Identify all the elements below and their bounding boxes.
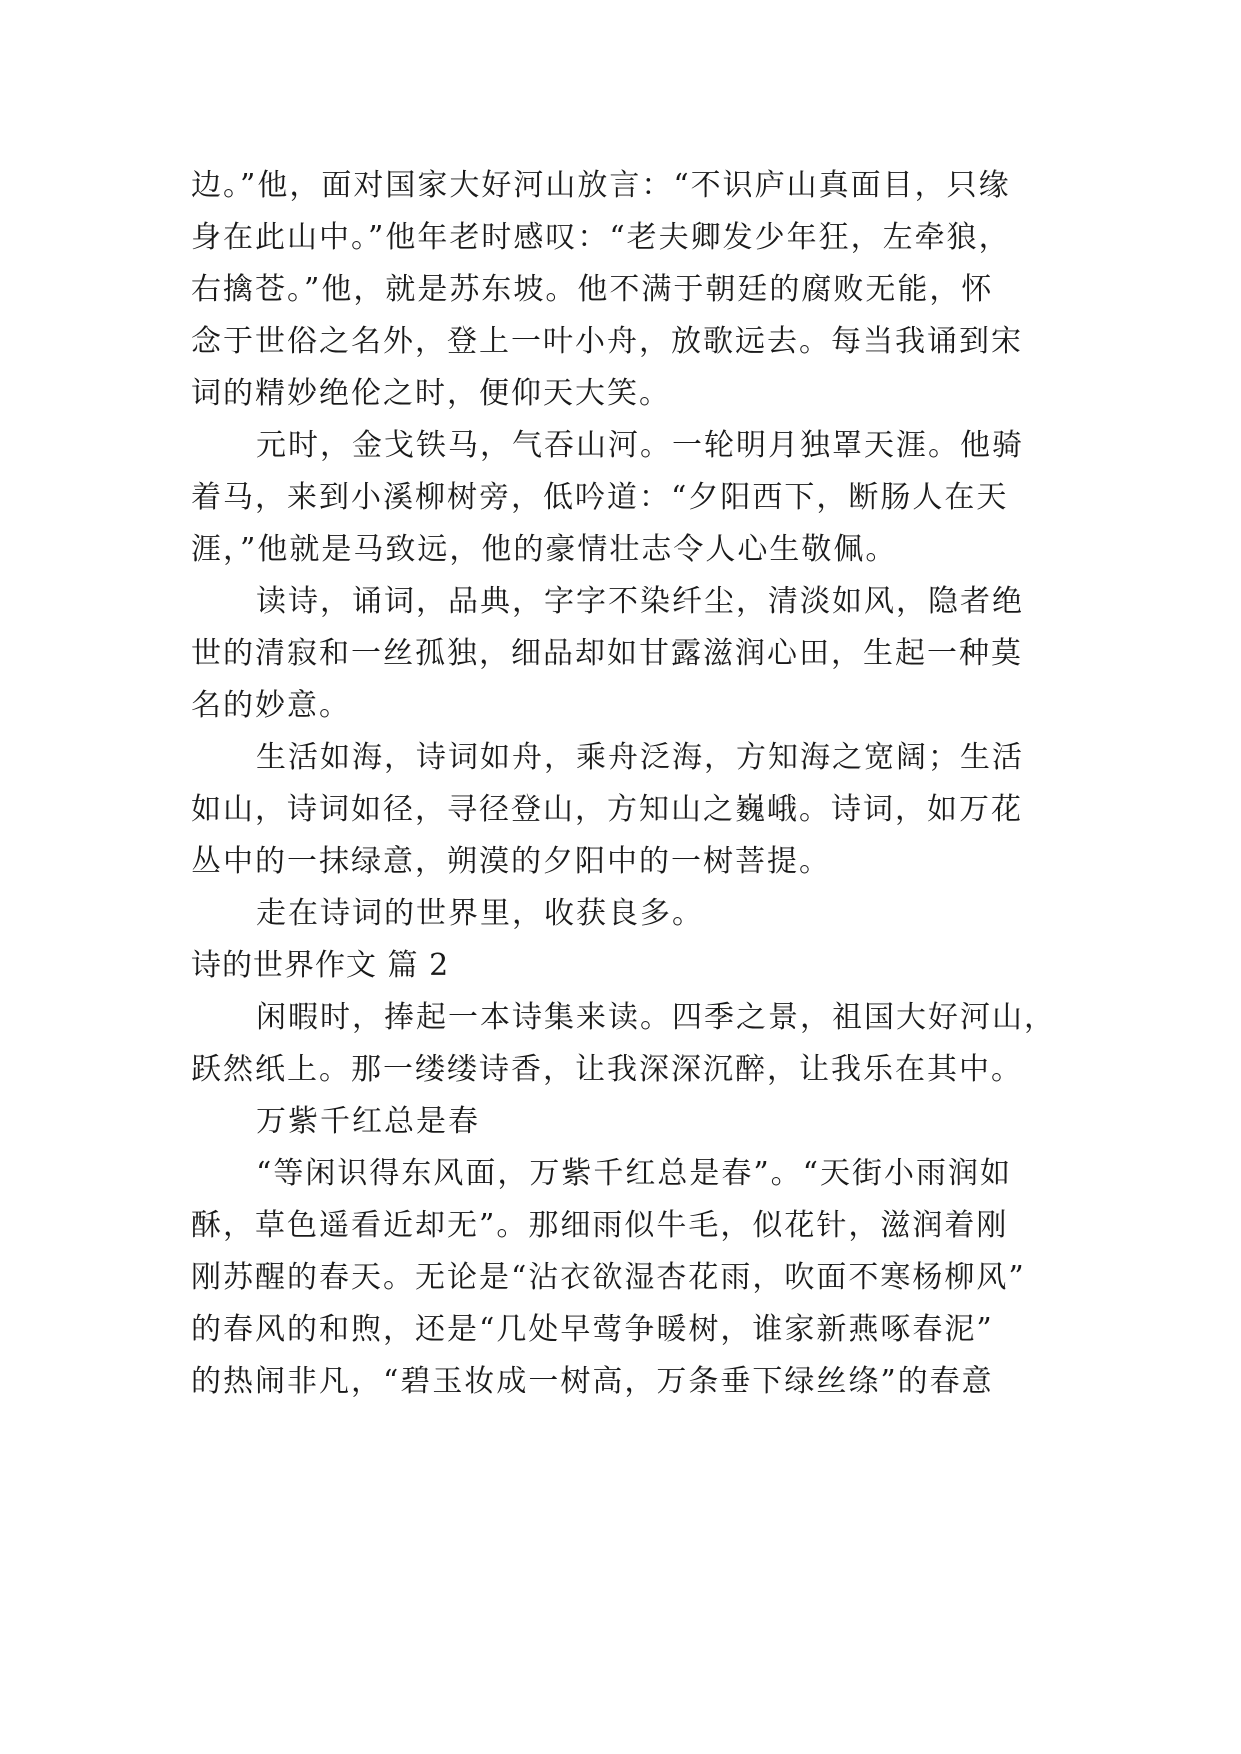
- text-line: 元时，金戈铁马，气吞山河。一轮明月独罩天涯。他骑: [256, 428, 1024, 463]
- text-line: 生活如海，诗词如舟，乘舟泛海，方知海之宽阔；生活: [256, 740, 1024, 775]
- text-line: 世的清寂和一丝孤独，细品却如甘露滋润心田，生起一种莫: [191, 636, 1023, 671]
- text-line: 身在此山中。”他年老时感叹：“老夫卿发少年狂，左牵狼，: [191, 220, 1011, 255]
- text-line: 刚苏醒的春天。无论是“沾衣欲湿杏花雨，吹面不寒杨柳风”: [191, 1260, 1026, 1295]
- text-line: 闲暇时，捧起一本诗集来读。四季之景，祖国大好河山，: [256, 1000, 1056, 1035]
- text-line: 念于世俗之名外，登上一叶小舟，放歌远去。每当我诵到宋: [191, 324, 1023, 359]
- document-page: [191, 160, 1071, 1408]
- text-line: 着马，来到小溪柳树旁，低吟道：“夕阳西下，断肠人在天: [191, 480, 1009, 515]
- text-line: 名的妙意。: [191, 688, 351, 723]
- text-line: 万紫千红总是春: [256, 1104, 480, 1139]
- text-line: 的春风的和煦，还是“几处早莺争暖树，谁家新燕啄春泥”: [191, 1312, 994, 1347]
- text-line: “等闲识得东风面，万紫千红总是春”。“天街小雨润如: [256, 1156, 1013, 1191]
- text-line: 丛中的一抹绿意，朔漠的夕阳中的一树菩提。: [191, 844, 831, 879]
- text-line: 读诗，诵词，品典，字字不染纤尘，清淡如风，隐者绝: [256, 584, 1024, 619]
- text-line: 的热闹非凡，“碧玉妆成一树高，万条垂下绿丝绦”的春意: [191, 1364, 994, 1399]
- text-line: 跃然纸上。那一缕缕诗香，让我深深沉醉，让我乐在其中。: [191, 1052, 1023, 1087]
- section-heading: 诗的世界作文 篇 2: [191, 948, 450, 983]
- text-line: 右擒苍。”他，就是苏东坡。他不满于朝廷的腐败无能，怀: [191, 272, 994, 307]
- text-line: 词的精妙绝伦之时，便仰天大笑。: [191, 376, 671, 411]
- text-line: 边。”他，面对国家大好河山放言：“不识庐山真面目，只缘: [191, 168, 1011, 203]
- text-line: 涯，”他就是马致远，他的豪情壮志令人心生敬佩。: [191, 532, 898, 567]
- text-line: 酥，草色遥看近却无”。那细雨似牛毛，似花针，滋润着刚: [191, 1208, 1009, 1243]
- text-line: 如山，诗词如径，寻径登山，方知山之巍峨。诗词，如万花: [191, 792, 1023, 827]
- text-line: 走在诗词的世界里，收获良多。: [256, 896, 704, 931]
